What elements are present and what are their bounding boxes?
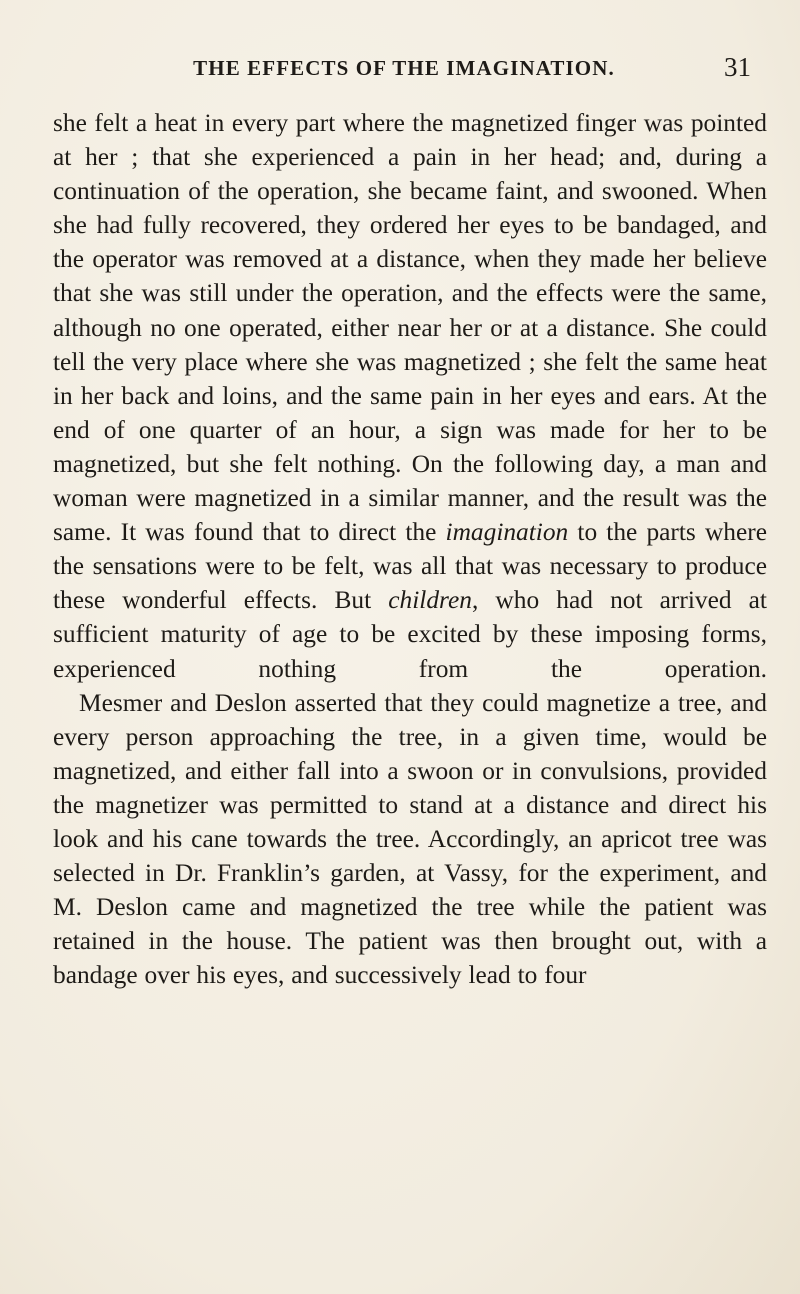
- text-segment: Mesmer and Deslon asserted that they could magnetize a tree, and every person approaching the tree, in a given time, would be magnetized, and either fall into a swoon or in convulsions, provided the magnetizer was permitted to stand at a distance and direct his look and his cane towards the tree. Accordingly, an apricot tree was selected in Dr. Franklin’s garden, at Vassy, for the experiment, and M. Deslon came and magnetized the tree while the patient was retained in the house. The patient was then brought out, with a bandage over his eyes, and successively lead to four: [53, 688, 767, 990]
- body-text: [53, 106, 767, 992]
- text-segment: she felt a heat in every part where the magnetized finger was pointed at her ; that she experienced a pain in her head; and, during a continuation of the operation, she became faint, and swooned. When she had fully recovered, they ordered her eyes to be bandaged, and the operator was removed at a distance, when they made her believe that she was still under the operation, and the effects were the same, although no one operated, either near her or at a distance. She could tell the very place where she was magnetized ; she felt the same heat in her back and loins, and the same pain in her eyes and ears. At the end of one quarter of an hour, a sign was made for her to be magnetized, but she felt nothing. On the following day, a man and woman were magnetized in a similar manner, and the result was the same. It was found that to direct the: [53, 109, 767, 547]
- text-segment: to the parts where the sensations were to be felt, was all that was necessary to produce these wonderful effects. But: [53, 518, 767, 615]
- paragraph: [53, 106, 767, 686]
- emphasized-word: children: [388, 586, 472, 615]
- text-segment: , who had not arrived at sufficient maturity of age to be excited by these imposing forms, experienced nothing from the operation.: [53, 586, 767, 683]
- running-head: THE EFFECTS OF THE IMAGINATION.: [193, 56, 615, 80]
- page-number: 31: [724, 52, 751, 82]
- paragraph: [53, 686, 767, 993]
- emphasized-word: imagination: [445, 518, 569, 547]
